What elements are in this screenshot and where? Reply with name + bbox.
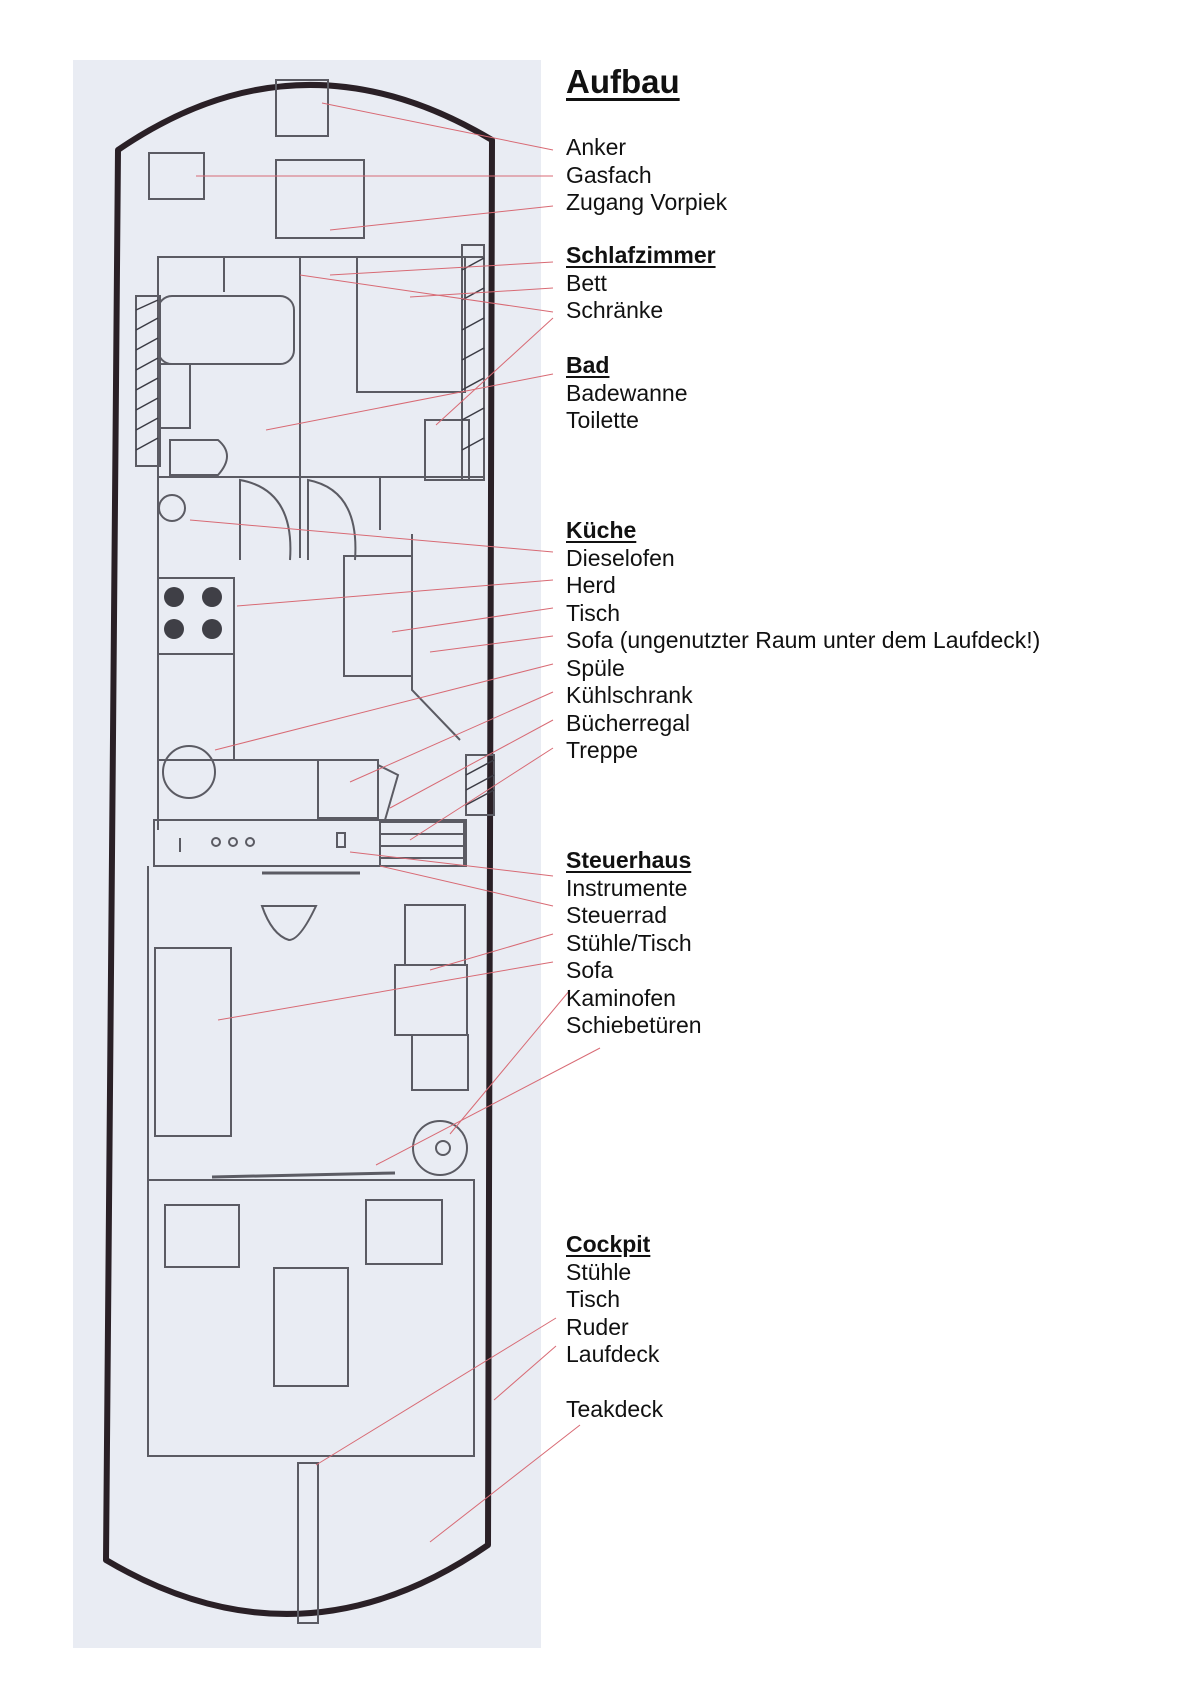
legend-heading-kueche: Küche — [566, 517, 637, 543]
legend-section-bad — [566, 352, 688, 435]
legend-item-spuele: Spüle — [566, 654, 625, 681]
legend-spacer — [566, 1369, 663, 1397]
legend-item-teakdeck: Teakdeck — [566, 1396, 664, 1422]
legend — [566, 0, 1186, 1698]
legend-heading-cockpit: Cockpit — [566, 1231, 651, 1257]
legend-heading-schlafzimmer: Schlafzimmer — [566, 242, 716, 268]
legend-item-schiebetueren: Schiebetüren — [566, 1012, 702, 1038]
legend-heading-bad: Bad — [566, 352, 610, 378]
legend-item-kuehlschrank: Kühlschrank — [566, 682, 693, 708]
legend-item-stuehle-tisch: Stühle/Tisch — [566, 929, 692, 956]
legend-item-zugang-vorpiek: Zugang Vorpiek — [566, 189, 728, 215]
legend-item-herd: Herd — [566, 572, 616, 598]
legend-section-bow — [566, 134, 727, 217]
legend-item-stuehle: Stühle — [566, 1258, 632, 1285]
legend-item-treppe: Treppe — [566, 737, 639, 763]
legend-item-schraenke: Schränke — [566, 297, 664, 323]
legend-section-kueche — [566, 517, 1040, 765]
legend-item-buecherregal: Bücherregal — [566, 709, 691, 736]
legend-heading-steuerhaus: Steuerhaus — [566, 847, 692, 873]
legend-item-ruder: Ruder — [566, 1313, 629, 1340]
legend-item-tisch: Tisch — [566, 599, 621, 626]
legend-item-badewanne: Badewanne — [566, 379, 688, 406]
legend-item-toilette: Toilette — [566, 407, 639, 433]
page-title: Aufbau — [566, 63, 680, 100]
legend-item-tisch-cockpit: Tisch — [566, 1286, 621, 1312]
legend-item-bett: Bett — [566, 269, 607, 296]
legend-section-steuerhaus — [566, 847, 702, 1040]
legend-item-sofa-kueche: Sofa (ungenutzter Raum unter dem Laufdeck!) — [566, 627, 1041, 653]
legend-item-kaminofen: Kaminofen — [566, 984, 676, 1011]
legend-item-laufdeck: Laufdeck — [566, 1341, 660, 1367]
legend-item-sofa-steuerhaus: Sofa — [566, 957, 614, 983]
legend-section-cockpit — [566, 1231, 663, 1424]
legend-item-dieselofen: Dieselofen — [566, 544, 675, 571]
legend-item-gasfach: Gasfach — [566, 161, 652, 188]
legend-section-schlafzimmer — [566, 242, 716, 325]
sketch-paper — [73, 60, 541, 1648]
legend-item-instrumente: Instrumente — [566, 874, 688, 901]
legend-item-steuerrad: Steuerrad — [566, 902, 668, 928]
legend-item-anker: Anker — [566, 134, 627, 160]
